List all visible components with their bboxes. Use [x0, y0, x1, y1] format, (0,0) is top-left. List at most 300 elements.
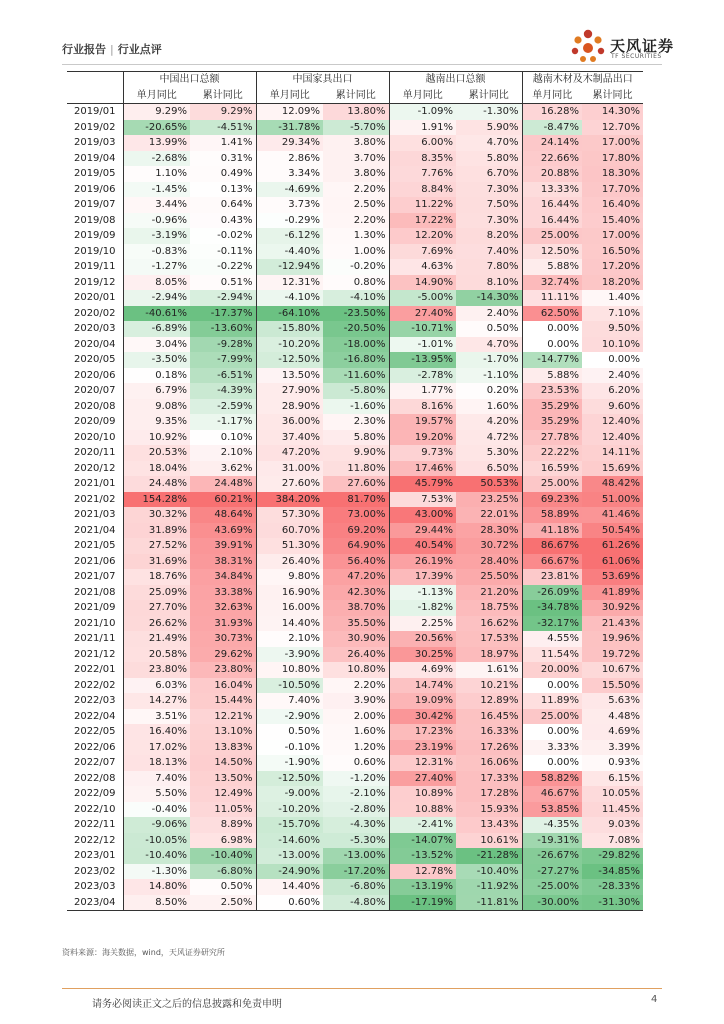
logo-emblem-icon — [569, 28, 607, 64]
value-cell: 13.80% — [323, 104, 389, 120]
value-cell: -1.45% — [123, 182, 190, 198]
value-cell: -1.09% — [389, 104, 456, 120]
value-cell: -6.89% — [123, 321, 190, 337]
value-cell: 0.00% — [522, 724, 582, 740]
table-row — [67, 275, 643, 291]
value-cell: 0.00% — [522, 755, 582, 771]
value-cell: 16.59% — [522, 461, 582, 477]
value-cell: 7.69% — [389, 244, 456, 260]
value-cell: -34.78% — [522, 600, 582, 616]
value-cell: 10.80% — [256, 662, 323, 678]
value-cell: 3.33% — [522, 740, 582, 756]
value-cell: -10.40% — [123, 848, 190, 864]
value-cell: 6.98% — [190, 833, 256, 849]
row-date: 2020/01 — [73, 292, 116, 303]
value-cell: -25.00% — [522, 879, 582, 895]
value-cell: 27.70% — [123, 600, 190, 616]
value-cell: 3.73% — [256, 197, 323, 213]
table-row — [67, 445, 643, 461]
value-cell: -1.90% — [256, 755, 323, 771]
value-cell: 47.20% — [256, 445, 323, 461]
report-subcategory: 行业点评 — [117, 43, 162, 56]
value-cell: 7.30% — [456, 182, 522, 198]
value-cell: 9.29% — [123, 104, 190, 120]
value-cell: 12.31% — [389, 755, 456, 771]
value-cell: 2.40% — [582, 368, 643, 384]
value-cell: 14.50% — [190, 755, 256, 771]
value-cell: 20.88% — [522, 166, 582, 182]
value-cell: -26.67% — [522, 848, 582, 864]
value-cell: 2.10% — [256, 631, 323, 647]
footer-divider — [62, 988, 662, 989]
row-date: 2023/02 — [73, 865, 116, 877]
value-cell: -1.82% — [389, 600, 456, 616]
value-cell: 9.03% — [582, 817, 643, 833]
value-cell: -20.50% — [323, 321, 389, 337]
value-cell: 62.50% — [522, 306, 582, 322]
value-cell: -34.85% — [582, 864, 643, 880]
table-row — [67, 337, 643, 353]
value-cell: 66.67% — [522, 554, 582, 570]
row-date: 2022/01 — [73, 664, 116, 675]
value-cell: 2.86% — [256, 151, 323, 167]
value-cell: 18.97% — [456, 647, 522, 663]
sub-header: 累计同比 — [582, 88, 643, 104]
table-row — [67, 135, 643, 151]
corner-cell — [67, 88, 123, 104]
row-date: 2021/08 — [73, 586, 116, 598]
value-cell: -0.83% — [123, 244, 190, 260]
value-cell: 11.89% — [522, 693, 582, 709]
value-cell: 17.80% — [582, 151, 643, 167]
value-cell: 11.80% — [323, 461, 389, 477]
value-cell: 32.74% — [522, 275, 582, 291]
value-cell: 7.10% — [582, 306, 643, 322]
value-cell: 4.20% — [456, 414, 522, 430]
group-header: 中国家具出口 — [256, 72, 389, 88]
value-cell: 45.79% — [389, 476, 456, 492]
value-cell: 8.20% — [456, 228, 522, 244]
value-cell: -4.10% — [323, 290, 389, 306]
value-cell: -14.60% — [256, 833, 323, 849]
value-cell: 37.40% — [256, 430, 323, 446]
value-cell: -24.90% — [256, 864, 323, 880]
row-date: 2019/04 — [73, 152, 116, 164]
value-cell: 35.29% — [522, 399, 582, 415]
value-cell: 30.32% — [123, 507, 190, 523]
value-cell: 15.93% — [456, 802, 522, 818]
value-cell: 16.28% — [522, 104, 582, 120]
value-cell: 5.80% — [456, 151, 522, 167]
value-cell: 0.93% — [582, 755, 643, 771]
value-cell: 21.43% — [582, 616, 643, 632]
table-row — [67, 213, 643, 229]
value-cell: 4.70% — [456, 135, 522, 151]
value-cell: 0.60% — [256, 895, 323, 911]
row-date: 2019/02 — [73, 121, 116, 133]
row-date: 2021/01 — [73, 478, 116, 489]
table-row — [67, 786, 643, 802]
value-cell: 12.09% — [256, 104, 323, 120]
value-cell: 9.29% — [190, 104, 256, 120]
value-cell: 23.80% — [190, 662, 256, 678]
value-cell: 2.30% — [323, 414, 389, 430]
row-date: 2022/02 — [73, 679, 116, 691]
value-cell: 0.50% — [256, 724, 323, 740]
value-cell: 4.55% — [522, 631, 582, 647]
value-cell: 60.21% — [190, 492, 256, 508]
value-cell: 17.70% — [582, 182, 643, 198]
value-cell: 51.00% — [582, 492, 643, 508]
value-cell: 27.90% — [256, 383, 323, 399]
value-cell: 58.82% — [522, 771, 582, 787]
value-cell: 14.74% — [389, 678, 456, 694]
value-cell: -1.20% — [323, 771, 389, 787]
table-row — [67, 895, 643, 911]
value-cell: 42.30% — [323, 585, 389, 601]
value-cell: 16.00% — [256, 600, 323, 616]
value-cell: 56.40% — [323, 554, 389, 570]
table-row — [67, 352, 643, 368]
value-cell: 5.90% — [456, 120, 522, 136]
row-date: 2020/07 — [73, 385, 116, 396]
table-row — [67, 368, 643, 384]
report-header — [62, 41, 162, 57]
value-cell: 3.44% — [123, 197, 190, 213]
value-cell: 27.40% — [389, 771, 456, 787]
row-date: 2022/11 — [73, 819, 116, 830]
header-separator: | — [110, 43, 114, 56]
value-cell: -20.65% — [123, 120, 190, 136]
value-cell: 3.39% — [582, 740, 643, 756]
value-cell: 11.54% — [522, 647, 582, 663]
row-date: 2019/06 — [73, 183, 116, 195]
sub-header: 累计同比 — [323, 88, 389, 104]
value-cell: 34.84% — [190, 569, 256, 585]
value-cell: 16.40% — [582, 197, 643, 213]
value-cell: 7.80% — [456, 259, 522, 275]
value-cell: 58.89% — [522, 507, 582, 523]
value-cell: 2.25% — [389, 616, 456, 632]
table-row — [67, 166, 643, 182]
value-cell: 18.75% — [456, 600, 522, 616]
value-cell: -17.37% — [190, 306, 256, 322]
value-cell: 14.30% — [582, 104, 643, 120]
value-cell: -15.80% — [256, 321, 323, 337]
value-cell: 86.67% — [522, 538, 582, 554]
value-cell: 18.76% — [123, 569, 190, 585]
value-cell: 7.40% — [256, 693, 323, 709]
value-cell: 16.44% — [522, 213, 582, 229]
row-date: 2022/09 — [73, 788, 116, 799]
row-date: 2020/12 — [73, 462, 116, 474]
value-cell: -5.80% — [323, 383, 389, 399]
table-row — [67, 662, 643, 678]
value-cell: -2.80% — [323, 802, 389, 818]
sub-header: 单月同比 — [389, 88, 456, 104]
value-cell: 29.62% — [190, 647, 256, 663]
value-cell: 3.04% — [123, 337, 190, 353]
value-cell: 0.64% — [190, 197, 256, 213]
value-cell: -4.80% — [323, 895, 389, 911]
value-cell: 16.06% — [456, 755, 522, 771]
value-cell: 1.41% — [190, 135, 256, 151]
value-cell: -0.96% — [123, 213, 190, 229]
value-cell: 81.70% — [323, 492, 389, 508]
value-cell: 27.78% — [522, 430, 582, 446]
value-cell: -10.20% — [256, 802, 323, 818]
value-cell: 15.50% — [582, 678, 643, 694]
value-cell: 17.53% — [456, 631, 522, 647]
value-cell: 3.80% — [323, 135, 389, 151]
value-cell: -10.40% — [456, 864, 522, 880]
value-cell: 7.53% — [389, 492, 456, 508]
value-cell: 61.06% — [582, 554, 643, 570]
value-cell: -6.51% — [190, 368, 256, 384]
value-cell: 17.20% — [582, 259, 643, 275]
value-cell: 17.02% — [123, 740, 190, 756]
value-cell: 0.00% — [582, 352, 643, 368]
value-cell: 3.90% — [323, 693, 389, 709]
value-cell: 11.45% — [582, 802, 643, 818]
value-cell: 29.34% — [256, 135, 323, 151]
value-cell: -2.94% — [190, 290, 256, 306]
value-cell: 4.70% — [456, 337, 522, 353]
value-cell: 30.72% — [456, 538, 522, 554]
value-cell: -13.00% — [256, 848, 323, 864]
value-cell: 7.40% — [456, 244, 522, 260]
value-cell: 14.90% — [389, 275, 456, 291]
value-cell: 20.53% — [123, 445, 190, 461]
table-row — [67, 414, 643, 430]
value-cell: 0.51% — [190, 275, 256, 291]
value-cell: -1.10% — [456, 368, 522, 384]
value-cell: -3.19% — [123, 228, 190, 244]
value-cell: 22.22% — [522, 445, 582, 461]
table-row — [67, 678, 643, 694]
value-cell: 47.20% — [323, 569, 389, 585]
row-date: 2019/08 — [73, 214, 116, 226]
value-cell: 12.21% — [190, 709, 256, 725]
value-cell: 13.33% — [522, 182, 582, 198]
value-cell: 6.00% — [389, 135, 456, 151]
corner-cell — [67, 72, 123, 88]
value-cell: 12.49% — [190, 786, 256, 802]
table-row — [67, 104, 643, 120]
value-cell: 1.20% — [323, 740, 389, 756]
table-row — [67, 120, 643, 136]
value-cell: 26.19% — [389, 554, 456, 570]
value-cell: 10.88% — [389, 802, 456, 818]
value-cell: 30.92% — [582, 600, 643, 616]
value-cell: 0.10% — [190, 430, 256, 446]
value-cell: -12.94% — [256, 259, 323, 275]
value-cell: -11.92% — [456, 879, 522, 895]
table-row — [67, 430, 643, 446]
value-cell: 17.23% — [389, 724, 456, 740]
table-row — [67, 709, 643, 725]
table-row — [67, 197, 643, 213]
value-cell: 7.30% — [456, 213, 522, 229]
value-cell: 15.40% — [582, 213, 643, 229]
value-cell: 8.10% — [456, 275, 522, 291]
table-row — [67, 833, 643, 849]
value-cell: 19.09% — [389, 693, 456, 709]
value-cell: 24.14% — [522, 135, 582, 151]
value-cell: 17.33% — [456, 771, 522, 787]
value-cell: 2.20% — [323, 213, 389, 229]
disclaimer-text: 请务必阅读正文之后的信息披露和免责申明 — [92, 999, 282, 1010]
value-cell: -18.00% — [323, 337, 389, 353]
value-cell: 3.34% — [256, 166, 323, 182]
value-cell: 64.90% — [323, 538, 389, 554]
value-cell: -1.13% — [389, 585, 456, 601]
value-cell: 3.51% — [123, 709, 190, 725]
value-cell: 0.13% — [190, 182, 256, 198]
table-row — [67, 492, 643, 508]
value-cell: 13.50% — [256, 368, 323, 384]
value-cell: 0.50% — [456, 321, 522, 337]
value-cell: 38.31% — [190, 554, 256, 570]
table-row — [67, 399, 643, 415]
value-cell: 27.40% — [389, 306, 456, 322]
table-row — [67, 244, 643, 260]
table-row — [67, 306, 643, 322]
value-cell: 16.90% — [256, 585, 323, 601]
value-cell: 10.05% — [582, 786, 643, 802]
value-cell: 20.58% — [123, 647, 190, 663]
value-cell: -1.70% — [456, 352, 522, 368]
value-cell: -9.00% — [256, 786, 323, 802]
table-row — [67, 864, 643, 880]
logo-subtext: TF SECURITIES — [611, 53, 662, 60]
value-cell: 154.28% — [123, 492, 190, 508]
value-cell: 53.69% — [582, 569, 643, 585]
value-cell: -29.82% — [582, 848, 643, 864]
table-row — [67, 740, 643, 756]
sub-header: 单月同比 — [522, 88, 582, 104]
row-date: 2020/05 — [73, 354, 116, 365]
value-cell: 25.09% — [123, 585, 190, 601]
row-date: 2020/08 — [73, 400, 116, 412]
value-cell: 8.16% — [389, 399, 456, 415]
value-cell: 5.50% — [123, 786, 190, 802]
value-cell: 17.22% — [389, 213, 456, 229]
group-header-row — [67, 72, 643, 88]
value-cell: 13.50% — [190, 771, 256, 787]
row-date: 2022/06 — [73, 741, 116, 753]
value-cell: 0.43% — [190, 213, 256, 229]
value-cell: 0.00% — [522, 321, 582, 337]
value-cell: 1.00% — [323, 244, 389, 260]
value-cell: 53.85% — [522, 802, 582, 818]
value-cell: -15.70% — [256, 817, 323, 833]
table-row — [67, 585, 643, 601]
value-cell: 22.66% — [522, 151, 582, 167]
value-cell: 2.40% — [456, 306, 522, 322]
value-cell: 9.80% — [256, 569, 323, 585]
value-cell: 5.88% — [522, 259, 582, 275]
value-cell: -10.50% — [256, 678, 323, 694]
table-row — [67, 569, 643, 585]
value-cell: -13.00% — [323, 848, 389, 864]
value-cell: 38.70% — [323, 600, 389, 616]
value-cell: 31.00% — [256, 461, 323, 477]
row-date: 2021/05 — [73, 540, 116, 551]
value-cell: -8.47% — [522, 120, 582, 136]
value-cell: 10.80% — [323, 662, 389, 678]
value-cell: 3.62% — [190, 461, 256, 477]
table-row — [67, 461, 643, 477]
table-row — [67, 321, 643, 337]
value-cell: 17.46% — [389, 461, 456, 477]
row-date: 2022/03 — [73, 695, 116, 706]
row-date: 2019/05 — [73, 168, 116, 179]
value-cell: -13.95% — [389, 352, 456, 368]
table-row — [67, 259, 643, 275]
value-cell: 46.67% — [522, 786, 582, 802]
row-date: 2023/03 — [73, 881, 116, 892]
table-row — [67, 724, 643, 740]
value-cell: 29.44% — [389, 523, 456, 539]
value-cell: 4.63% — [389, 259, 456, 275]
value-cell: 14.27% — [123, 693, 190, 709]
value-cell: 8.89% — [190, 817, 256, 833]
value-cell: 18.04% — [123, 461, 190, 477]
group-header: 越南出口总额 — [389, 72, 522, 88]
table-row — [67, 507, 643, 523]
value-cell: 14.40% — [256, 879, 323, 895]
value-cell: 33.38% — [190, 585, 256, 601]
sub-header: 单月同比 — [256, 88, 323, 104]
value-cell: -13.19% — [389, 879, 456, 895]
value-cell: 1.91% — [389, 120, 456, 136]
value-cell: -64.10% — [256, 306, 323, 322]
value-cell: 12.70% — [582, 120, 643, 136]
value-cell: 8.35% — [389, 151, 456, 167]
row-date: 2023/04 — [67, 895, 123, 911]
value-cell: 5.80% — [323, 430, 389, 446]
table-body — [67, 104, 643, 911]
table-row — [67, 879, 643, 895]
value-cell: 26.40% — [256, 554, 323, 570]
sub-header: 累计同比 — [456, 88, 522, 104]
row-date: 2019/01 — [73, 106, 116, 117]
value-cell: -5.00% — [389, 290, 456, 306]
row-date: 2023/01 — [73, 850, 116, 861]
value-cell: 7.76% — [389, 166, 456, 182]
value-cell: 6.15% — [582, 771, 643, 787]
value-cell: 35.50% — [323, 616, 389, 632]
row-date: 2021/07 — [73, 571, 116, 582]
value-cell: -1.60% — [323, 399, 389, 415]
value-cell: 17.26% — [456, 740, 522, 756]
value-cell: 9.08% — [123, 399, 190, 415]
sub-header: 累计同比 — [190, 88, 256, 104]
value-cell: -1.01% — [389, 337, 456, 353]
value-cell: -28.33% — [582, 879, 643, 895]
value-cell: 5.63% — [582, 693, 643, 709]
value-cell: 0.50% — [190, 879, 256, 895]
value-cell: 26.62% — [123, 616, 190, 632]
value-cell: 17.00% — [582, 135, 643, 151]
value-cell: -4.39% — [190, 383, 256, 399]
company-logo — [569, 28, 689, 64]
value-cell: 2.00% — [323, 709, 389, 725]
value-cell: 12.89% — [456, 693, 522, 709]
value-cell: -21.28% — [456, 848, 522, 864]
value-cell: 2.50% — [323, 197, 389, 213]
